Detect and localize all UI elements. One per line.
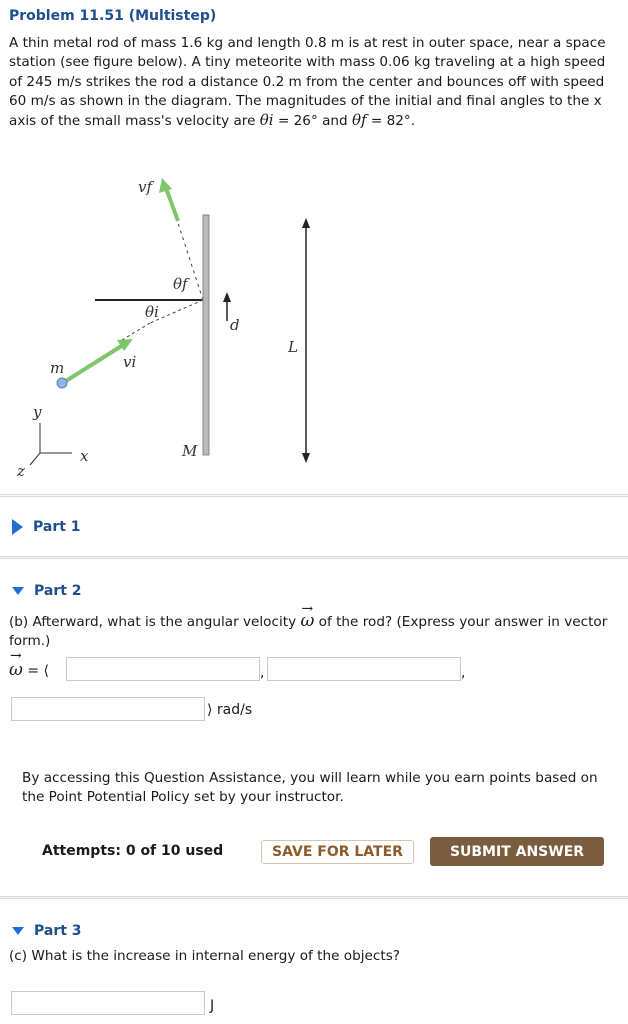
comma-1: , — [260, 665, 265, 681]
part2-question-rest: of the rod? (Express your answer in vector form.) — [9, 614, 608, 649]
part2-question — [9, 612, 621, 651]
separator-part2-top — [0, 556, 628, 559]
equals-open-bracket: = ⟨ — [27, 663, 49, 679]
label-vf: vf — [138, 178, 153, 196]
label-z: z — [17, 462, 25, 480]
collapse-arrow-icon — [12, 587, 24, 595]
collapse-arrow-icon — [12, 927, 24, 935]
comma-2: , — [461, 665, 466, 681]
problem-statement — [9, 34, 621, 131]
L-arrowhead-top — [302, 218, 310, 228]
omega-vector-symbol: → ω — [300, 612, 314, 631]
part2-label: Part 2 — [34, 583, 82, 599]
problem-title: Problem 11.51 (Multistep) — [9, 8, 217, 24]
label-M: M — [182, 442, 198, 460]
vi-arrow — [66, 345, 123, 381]
rad-per-s-unit: ⟩ rad/s — [207, 702, 253, 718]
problem-text-main: A thin metal rod of mass 1.6 kg and length 0.8 m is at rest in outer space, near a space station (see figure below). A tiny meteorite with mass 0.06 kg traveling at a high speed of 245 m/s strikes the rod a distance 0.2 m from the center and bounces off with speed 60 m/s as shown in the diagram. The magnitudes of the initial and final angles to the x axis of the small mass's velocity are — [9, 35, 606, 130]
part3-question: (c) What is the increase in internal energy of the objects? — [9, 948, 400, 964]
meteorite-ball — [57, 378, 67, 388]
expand-arrow-icon — [12, 519, 23, 535]
label-m: m — [50, 359, 65, 377]
omega-vector-symbol-eq: → ω — [9, 660, 23, 680]
attempts-counter: Attempts: 0 of 10 used — [42, 843, 224, 859]
collision-diagram — [0, 165, 340, 485]
separator-part1-top — [0, 494, 628, 497]
part3-label: Part 3 — [34, 923, 82, 939]
omega-y-input[interactable] — [267, 657, 461, 681]
omega-z-input[interactable] — [11, 697, 205, 721]
joule-unit: J — [210, 998, 215, 1014]
vf-arrow — [166, 188, 178, 221]
omega-x-input[interactable] — [66, 657, 260, 681]
label-x: x — [80, 447, 89, 465]
problem-figure — [0, 165, 340, 485]
separator-part3-top — [0, 896, 628, 899]
submit-answer-button[interactable]: SUBMIT ANSWER — [430, 837, 604, 866]
vf-arrowhead — [159, 178, 172, 193]
theta-i-value: = 26° — [277, 113, 318, 130]
d-arrowhead — [223, 292, 231, 302]
internal-energy-input[interactable] — [11, 991, 205, 1015]
label-L: L — [288, 338, 298, 356]
omega-equation-label — [9, 660, 49, 680]
part3-header[interactable] — [12, 923, 82, 939]
label-d: d — [230, 316, 240, 334]
theta-f-symbol: θf — [351, 111, 367, 130]
incoming-path-dashed-2 — [122, 323, 150, 340]
and-word: and — [322, 113, 348, 130]
theta-f-value: = 82°. — [370, 113, 416, 130]
assistance-note: By accessing this Question Assistance, you will learn while you earn points based on the Point Potential Policy set by your instructor. — [22, 770, 598, 805]
label-theta-i: θi — [145, 303, 159, 321]
rod — [203, 215, 209, 455]
save-for-later-button[interactable]: SAVE FOR LATER — [261, 840, 414, 864]
label-y: y — [33, 403, 42, 421]
label-theta-f: θf — [173, 275, 188, 293]
part2-header[interactable] — [12, 583, 82, 599]
label-vi: vi — [123, 353, 137, 371]
z-axis — [30, 453, 40, 465]
part2-question-text: (b) Afterward, what is the angular velocity — [9, 614, 297, 630]
part1-header[interactable] — [12, 519, 81, 535]
part1-label: Part 1 — [33, 519, 81, 535]
theta-i-symbol: θi — [259, 111, 274, 130]
L-arrowhead-bottom — [302, 453, 310, 463]
